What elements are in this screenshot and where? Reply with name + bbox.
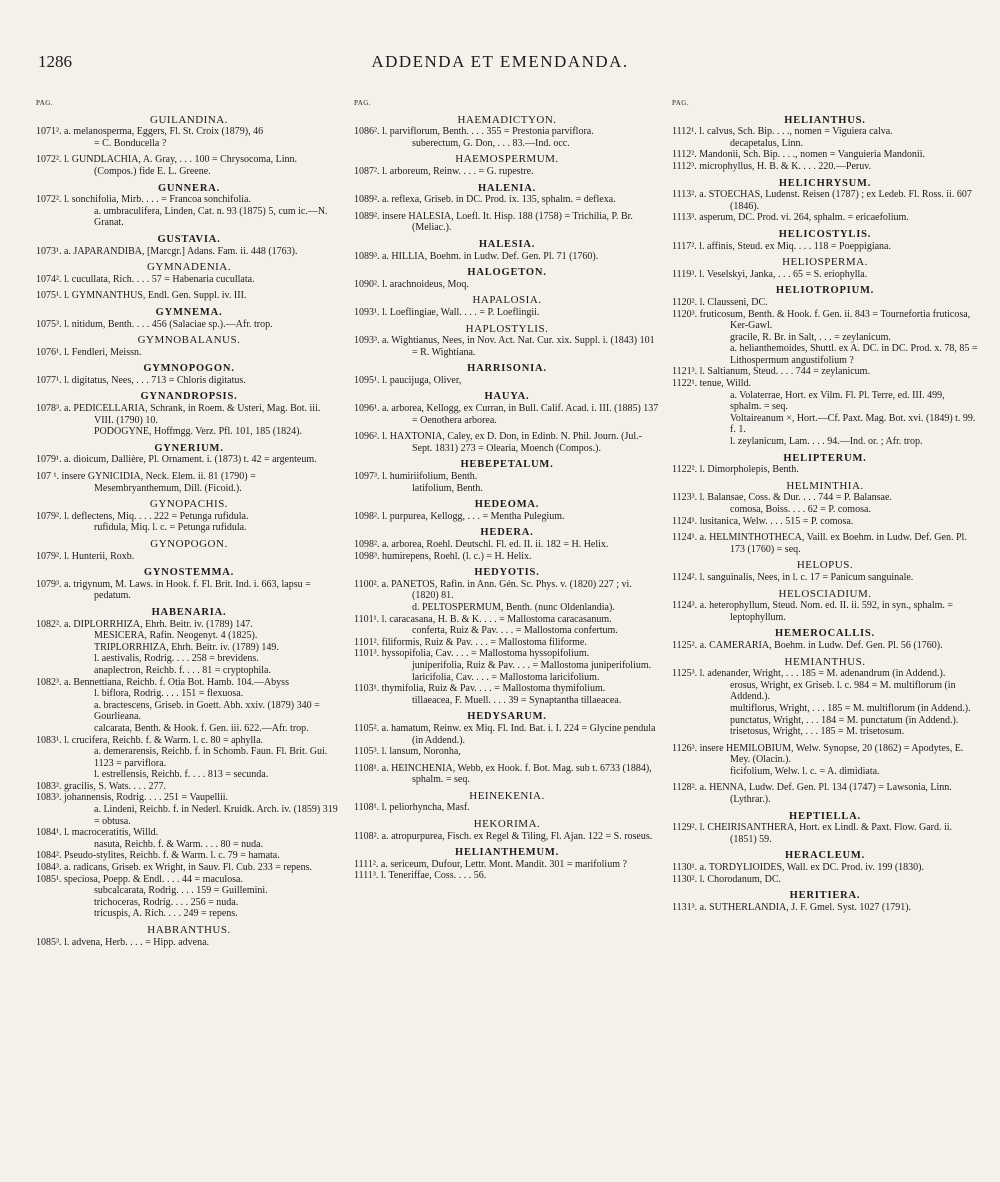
pag-label: PAG.	[36, 99, 54, 107]
genus-heading: HAEMOSPERMUM.	[455, 153, 559, 166]
genus-heading: HEINEKENIA.	[469, 789, 545, 802]
entry-continuation: conferta, Ruiz & Pav. . . . = Mallostoma confertum.	[412, 625, 618, 637]
entry-line: 1086². l. parviflorum, Benth. . . . 355 = Prestonia parviflora.	[354, 126, 594, 138]
entry-line: 1113³. asperum, DC. Prod. vi. 264, sphalm. = ericaefolium.	[672, 212, 909, 224]
entry-continuation: subcalcarata, Rodrig. . . . 159 = Guillemini.	[94, 885, 268, 897]
entry-line: 1098². a. arborea, Roehl. Deutschl. Fl. ed. II. ii. 182 = H. Helix.	[354, 539, 609, 550]
genus-heading: GYNERIUM.	[154, 442, 224, 454]
entry-line: 1084³. a. radicans, Griseb. ex Wright, in Sauv. Fl. Cub. 233 = repens.	[36, 862, 312, 874]
genus-heading: HEMIANTHUS.	[784, 655, 866, 668]
entry-line: 1119³. l. Veselskyi, Janka, . . . 65 = S. eriophylla.	[672, 268, 868, 280]
entry-continuation: PODOGYNE, Hoffmgg. Verz. Pfl. 101, 185 (1824).	[94, 426, 302, 438]
page-number: 1286	[38, 52, 72, 71]
entry-line: 1096². l. HAXTONIA, Caley, ex D. Don, in Edinb. N. Phil. Journ. (Jul.-Sept. 1831) 273 = Olearia, Moench (Compos.).	[354, 431, 642, 454]
column-2	[354, 98, 660, 948]
entry-line: 1122². l. Dimorpholepis, Benth.	[672, 464, 799, 476]
entry-line: 1078³. a. PEDICELLARIA, Schrank, in Roem. & Usteri, Mag. Bot. iii. VIII. (1790) 10.	[36, 403, 323, 426]
genus-heading: HELIANTHUS.	[784, 114, 866, 126]
entry-line: 1074². l. cucullata, Rich. . . . 57 = Habenaria cucullata.	[36, 273, 255, 285]
entry-line: 1082³. a. Bennettiana, Reichb. f. Otia Bot. Hamb. 104.—Abyss	[36, 676, 289, 688]
genus-heading: HAPALOSIA.	[472, 294, 542, 307]
entry-line: 1130¹. a. TORDYLIOIDES, Wall. ex DC. Prod. iv. 199 (1830).	[672, 862, 924, 874]
genus-heading: GYNANDROPSIS.	[140, 391, 238, 403]
entry-line: 1129². l. CHEIRISANTHERA, Hort. ex Lindl. & Paxt. Flow. Gard. ii. (1851) 59.	[672, 822, 955, 845]
entry-line: 1072². l. sonchifolia, Mirb. . . . = Francoa sonchifolia.	[36, 194, 251, 206]
entry-continuation: a. Volaterrae, Hort. ex Vilm. Fl. Pl. Terre, ed. III. 499, sphalm. = seq.	[730, 389, 948, 413]
columns	[36, 98, 981, 948]
pag-label: PAG.	[354, 99, 372, 107]
entry-line: 1097³. l. humiriifolium, Benth.	[354, 471, 478, 483]
entry-line: 1130². l. Chorodanum, DC.	[672, 873, 782, 885]
entry-continuation: a. umbraculifera, Linden, Cat. n. 93 (1875) 5, cum ic.—N. Granat.	[94, 205, 331, 229]
entry-line: 1089². insere HALESIA, Loefl. It. Hisp. 188 (1758) = Trichilia, P. Br. (Meliac.).	[354, 210, 636, 234]
genus-heading: HELOPUS.	[796, 559, 854, 572]
genus-heading: HAUYA.	[484, 391, 530, 403]
entry-line: 1079². l. Hunterii, Roxb.	[36, 550, 135, 562]
entry-line: 1105³. l. lansum, Noronha,	[354, 746, 461, 758]
entry-continuation: l. estrellensis, Reichb. f. . . . 813 = secunda.	[94, 769, 269, 781]
entry-line: 1084². Pseudo-stylites, Reichb. f. & Warm. l. c. 79 = hamata.	[36, 850, 280, 862]
entry-line: 1124². l. sanguinalis, Nees, in l. c. 17 = Panicum sanguinale.	[672, 571, 914, 583]
genus-heading: HELIOSPERMA.	[782, 256, 868, 269]
entry-continuation: a. helianthemoides, Shuttl. ex A. DC. in DC. Prod. x. 78, 85 = Lithospermum angustifolium ?	[730, 343, 981, 366]
genus-heading: HEDEOMA.	[474, 499, 540, 511]
entry-line: 1122¹. tenue, Willd.	[672, 378, 751, 390]
genus-heading: GYMNOPOGON.	[143, 363, 235, 375]
entry-line: 1125³. l. adenander, Wright, . . . 185 = M. adenandrum (in Addend.).	[672, 668, 946, 680]
entry-line: 1124¹. a. HELMINTHOTHECA, Vaill. ex Boehm. in Ludw. Def. Gen. Pl. 173 (1760) = seq.	[672, 532, 970, 555]
entry-line: 1090². l. arachnoideus, Moq.	[354, 278, 469, 290]
entry-line: 1093³. a. Wightianus, Nees, in Nov. Act. Nat. Cur. xix. Suppl. i. (1843) 101 = R. Wightiana.	[354, 335, 658, 358]
entry-line: 1112². Mandonii, Sch. Bip. . . ., nomen = Vanguieria Mandonii.	[672, 149, 925, 161]
genus-heading: HEKORIMA.	[473, 818, 541, 831]
entry-line: 1120³. fruticosum, Benth. & Hook. f. Gen. ii. 843 = Tournefortia fruticosa, Ker-Gawl.	[672, 308, 973, 332]
column-1	[36, 98, 342, 948]
entry-line: 1124³. a. heterophyllum, Steud. Nom. ed. II. ii. 592, in syn., sphalm. = leptophyllum.	[672, 600, 956, 623]
genus-heading: HEDYSARUM.	[467, 711, 547, 723]
entry-line: 1128². a. HENNA, Ludw. Def. Gen. Pl. 134 (1747) = Lawsonia, Linn. (Lythrar.).	[672, 782, 955, 806]
entry-continuation: anaplectron, Reichb. f. . . . 81 = cryptophila.	[94, 664, 271, 676]
genus-heading: HELIANTHEMUM.	[454, 847, 560, 859]
entry-line: 1117². l. affinis, Steud. ex Miq. . . . 118 = Poeppigiana.	[672, 240, 891, 252]
entry-line: 1108¹. l. peliorhyncha, Masf.	[354, 802, 470, 814]
entry-continuation: l. zeylanicum, Lam. . . . 94.—Ind. or. ; Afr. trop.	[730, 436, 923, 448]
entry-line: 1126³. insere HEMILOBIUM, Welw. Synopse, 20 (1862) = Apodytes, E. Mey. (Olacin.).	[672, 742, 966, 766]
genus-heading: GUNNERA.	[157, 182, 221, 194]
column-3	[672, 98, 981, 948]
entry-line: 1079¹. a. dioicum, Dallière, Pl. Ornament. i. (1873) t. 42 = argenteum.	[36, 454, 317, 466]
entry-continuation: rufidula, Miq. l. c. = Petunga rufidula.	[94, 522, 247, 534]
entry-line: 1108¹. a. HEINCHENIA, Webb, ex Hook. f. Bot. Mag. sub t. 6733 (1884), sphalm. = seq.	[354, 762, 655, 786]
entry-continuation: decapetalus, Linn.	[730, 137, 804, 149]
entry-continuation: l. biflora, Rodrig. . . . 151 = flexuosa.	[94, 688, 244, 700]
running-head: ADDENDA ET EMENDANDA.	[371, 52, 629, 71]
entry-line: 1072². l. GUNDLACHIA, A. Gray, . . . 100 = Chrysocoma, Linn. (Compos.) fide E. L. Greene.	[36, 154, 300, 177]
genus-heading: HELOSCIADIUM.	[778, 587, 872, 600]
entry-continuation: tillaeacea, F. Muell. . . . 39 = Synaptantha tillaeacea.	[412, 694, 622, 706]
entry-continuation: nasuta, Reichb. f. & Warm. . . . 80 = nuda.	[94, 838, 264, 850]
genus-heading: GYNOPOGON.	[150, 538, 228, 550]
genus-heading: GYMNOBALANUS.	[137, 334, 241, 347]
genus-heading: HEMEROCALLIS.	[775, 628, 875, 640]
entry-line: 1093¹. l. Loeflingiae, Wall. . . . = P. Loeflingii.	[354, 306, 540, 318]
entry-continuation: punctatus, Wright, . . . 184 = M. punctatum (in Addend.).	[730, 714, 959, 726]
entry-line: 1111². a. sericeum, Dufour, Lettr. Mont. Mandit. 301 = marifolium ?	[354, 858, 627, 870]
entry-line: 1112¹. l. calvus, Sch. Bip. . . ., nomen = Viguiera calva.	[672, 126, 893, 138]
entry-continuation: juniperifolia, Ruiz & Pav. . . . = Mallostoma juniperifolium.	[412, 659, 652, 671]
entry-line: 1083³. johannensis, Rodrig. . . . 251 = Vaupellii.	[36, 792, 229, 804]
genus-heading: HABENARIA.	[151, 606, 227, 618]
entry-continuation: trichoceras, Rodrig. . . . 256 = nuda.	[94, 896, 239, 908]
genus-heading: HELMINTHIA.	[786, 479, 864, 492]
pag-label: PAG.	[672, 99, 690, 107]
entry-continuation: TRIPLORRHIZA, Ehrh. Beitr. iv. (1789) 149.	[94, 641, 279, 653]
genus-heading: HEPTIELLA.	[789, 810, 861, 822]
entry-line: 1082². a. DIPLORRHIZA, Ehrh. Beitr. iv. (1789) 147.	[36, 618, 253, 630]
genus-heading: HERITIERA.	[789, 890, 861, 902]
entry-line: 1077¹. l. digitatus, Nees, . . . 713 = Chloris digitatus.	[36, 374, 246, 386]
entry-line: 1075¹. l. GYMNANTHUS, Endl. Gen. Suppl. iv. III.	[36, 290, 247, 302]
entry-continuation: l. aestivalis, Rodrig. . . . 258 = brevidens.	[94, 653, 259, 665]
genus-heading: GUSTAVIA.	[157, 233, 221, 245]
entry-line: 1089². a. reflexa, Griseb. in DC. Prod. ix. 135, sphalm. = deflexa.	[354, 194, 616, 206]
entry-continuation: a. Lindeni, Reichb. f. in Nederl. Kruidk. Arch. iv. (1859) 319 = obtusa.	[94, 804, 341, 827]
entry-line: 1113². a. STOECHAS, Ludenst. Reisen (1787) ; ex Ledeb. Fl. Ross. ii. 607 (1846).	[672, 189, 975, 212]
entry-line: 1084¹. l. macroceratitis, Willd.	[36, 827, 159, 839]
genus-heading: HEBEPETALUM.	[460, 459, 554, 471]
entry-continuation: a. demerarensis, Reichb. f. in Schomb. Faun. Fl. Brit. Gui. 1123 = parviflora.	[94, 746, 330, 769]
entry-line: 1085¹. speciosa, Poepp. & Endl. . . . 44 = maculosa.	[36, 873, 243, 885]
entry-continuation: ficifolium, Welw. l. c. = A. dimidiata.	[730, 765, 880, 777]
entry-line: 1108². a. atropurpurea, Fisch. ex Regel & Tiling, Fl. Ajan. 122 = S. roseus.	[354, 830, 653, 842]
entry-continuation: MESICERA, Rafin. Neogenyt. 4 (1825).	[94, 630, 258, 642]
entry-line: 1079³. a. trigynum, M. Laws. in Hook. f. Fl. Brit. Ind. i. 663, lapsu = pedatum.	[36, 578, 314, 602]
genus-heading: HELIOTROPIUM.	[775, 285, 875, 297]
entry-continuation: calcarata, Benth. & Hook. f. Gen. iii. 622.—Afr. trop.	[94, 722, 309, 734]
entry-continuation: trisetosus, Wright, . . . 185 = M. trisetosum.	[730, 726, 905, 738]
entry-continuation: d. PELTOSPERMUM, Benth. (nunc Oldenlandia).	[412, 601, 615, 613]
entry-continuation: a. bractescens, Griseb. in Goett. Abh. xxiv. (1879) 340 = Gourlieana.	[94, 699, 323, 723]
genus-heading: HABRANTHUS.	[147, 924, 231, 936]
entry-line: 1079². l. deflectens, Miq. . . . 222 = Petunga rufidula.	[36, 510, 249, 522]
entry-continuation: gracile, R. Br. in Salt, . . . = zeylanicum.	[730, 331, 891, 343]
genus-heading: GUILANDINA.	[150, 113, 228, 126]
genus-heading: HEDERA.	[480, 527, 534, 539]
genus-heading: HERACLEUM.	[784, 850, 866, 862]
entry-continuation: comosa, Boiss. . . . 62 = P. comosa.	[730, 504, 871, 515]
entry-line: 1098². l. purpurea, Kellogg, . . . = Mentha Pulegium.	[354, 510, 565, 522]
entry-continuation: latifolium, Benth.	[412, 482, 483, 494]
genus-heading: HELICOSTYLIS.	[778, 228, 872, 240]
entry-line: 1085³. l. advena, Herb. . . . = Hipp. advena.	[36, 936, 210, 948]
entry-line: 1103¹. thymifolia, Ruiz & Pav. . . . = Mallostoma thymifolium.	[354, 683, 606, 695]
entry-line: 1101². filiformis, Ruiz & Pav. . . . = Mallostoma filiforme.	[354, 636, 587, 648]
genus-heading: HALOGETON.	[467, 267, 547, 279]
entry-line: 1100². a. PANETOS, Rafin. in Ann. Gén. Sc. Phys. v. (1820) 227 ; vi. (1820) 81.	[354, 578, 635, 602]
entry-line: 1083¹. l. crucifera, Reichb. f. & Warm. l. c. 80 = aphylla.	[36, 734, 264, 746]
genus-heading: HARRISONIA.	[467, 363, 547, 375]
genus-heading: GYNOSTEMMA.	[143, 567, 235, 579]
entry-line: 1105². a. hamatum, Reinw. ex Miq. Fl. Ind. Bat. i. I. 224 = Glycine pendula (in Addend.).	[354, 722, 658, 746]
entry-continuation: = C. Bonducella ?	[94, 137, 167, 149]
genus-heading: HELICHRYSUM.	[778, 177, 872, 189]
genus-heading: HELIPTERUM.	[783, 452, 867, 464]
entry-line: 1101¹. l. caracasana, H. B. & K. . . . = Mallostoma caracasanum.	[354, 613, 612, 625]
genus-heading: HAPLOSTYLIS.	[465, 322, 549, 335]
genus-heading: HALESIA.	[478, 238, 536, 250]
entry-line: 1073¹. a. JAPARANDIBA, [Marcgr.] Adans. Fam. ii. 448 (1763).	[36, 245, 298, 257]
genus-heading: GYNOPACHIS.	[149, 498, 229, 511]
entry-continuation: laricifolia, Cav. . . . = Mallostoma laricifolium.	[412, 671, 600, 683]
genus-heading: HAEMADICTYON.	[457, 113, 557, 126]
entry-continuation: suberectum, G. Don, . . . 83.—Ind. occ.	[412, 137, 570, 149]
genus-heading: GYMNEMA.	[155, 306, 223, 318]
entry-line: 1120². l. Clausseni, DC.	[672, 296, 768, 308]
entry-line: 1121³. l. Saltianum, Steud. . . . 744 = zeylanicum.	[672, 366, 870, 378]
entry-line: 1131³. a. SUTHERLANDIA, J. F. Gmel. Syst. 1027 (1791).	[672, 901, 912, 913]
entry-line: 1112³. microphyllus, H. B. & K. . . . 220.—Peruv.	[672, 160, 872, 172]
entry-continuation: Voltaireanum ×, Hort.—Cf. Paxt. Mag. Bot. xvi. (1849) t. 99. f. 1.	[730, 412, 978, 436]
genus-heading: HALENIA.	[477, 182, 537, 194]
entry-line: 1089³. a. HILLIA, Boehm. in Ludw. Def. Gen. Pl. 71 (1760).	[354, 250, 599, 262]
entry-line: 1101³. hyssopifolia, Cav. . . . = Mallostoma hyssopifolium.	[354, 648, 590, 660]
entry-line: 1096¹. a. arborea, Kellogg, ex Curran, in Bull. Calif. Acad. i. III. (1885) 137 = Oenothera arborea.	[354, 403, 661, 426]
entry-line: 1111³. l. Teneriffae, Coss. . . . 56.	[354, 870, 487, 882]
genus-heading: GYMNADENIA.	[146, 261, 232, 274]
entry-line: 1071². a. melanosperma, Eggers, Fl. St. Croix (1879), 46	[36, 126, 264, 138]
entry-continuation: erosus, Wright, ex Griseb. l. c. 984 = M. multiflorum (in Addend.).	[730, 679, 958, 703]
entry-line: 1076¹. l. Fendleri, Meissn.	[36, 346, 142, 358]
entry-continuation: multiflorus, Wright, . . . 185 = M. multiflorum (in Addend.).	[730, 702, 971, 714]
entry-line: 1125². a. CAMERARIA, Boehm. in Ludw. Def. Gen. Pl. 56 (1760).	[672, 639, 943, 651]
entry-line: 1087². l. arboreum, Reinw. . . . = G. rupestre.	[354, 165, 534, 177]
entry-line: 1075³. l. nitidum, Benth. . . . 456 (Salaciae sp.).—Afr. trop.	[36, 318, 273, 330]
entry-line: 1098³. humirepens, Roehl. (l. c.) = H. Helix.	[354, 550, 532, 562]
entry-line: 1095¹. l. paucijuga, Oliver,	[354, 374, 462, 386]
entry-continuation: tricuspis, A. Rich. . . . 249 = repens.	[94, 908, 238, 920]
entry-line: 1083². gracilis, S. Wats. . . . 277.	[36, 780, 167, 792]
entry-line: 1124¹. lusitanica, Welw. . . . 515 = P. comosa.	[672, 515, 854, 527]
entry-line: 1123³. l. Balansae, Coss. & Dur. . . . 744 = P. Balansae.	[672, 492, 892, 504]
entry-line: 107 ¹. insere GYNICIDIA, Neck. Elem. ii. 81 (1790) = Mesembryanthemum, Dill. (Ficoid.).	[36, 471, 259, 494]
genus-heading: HEDYOTIS.	[474, 567, 540, 579]
